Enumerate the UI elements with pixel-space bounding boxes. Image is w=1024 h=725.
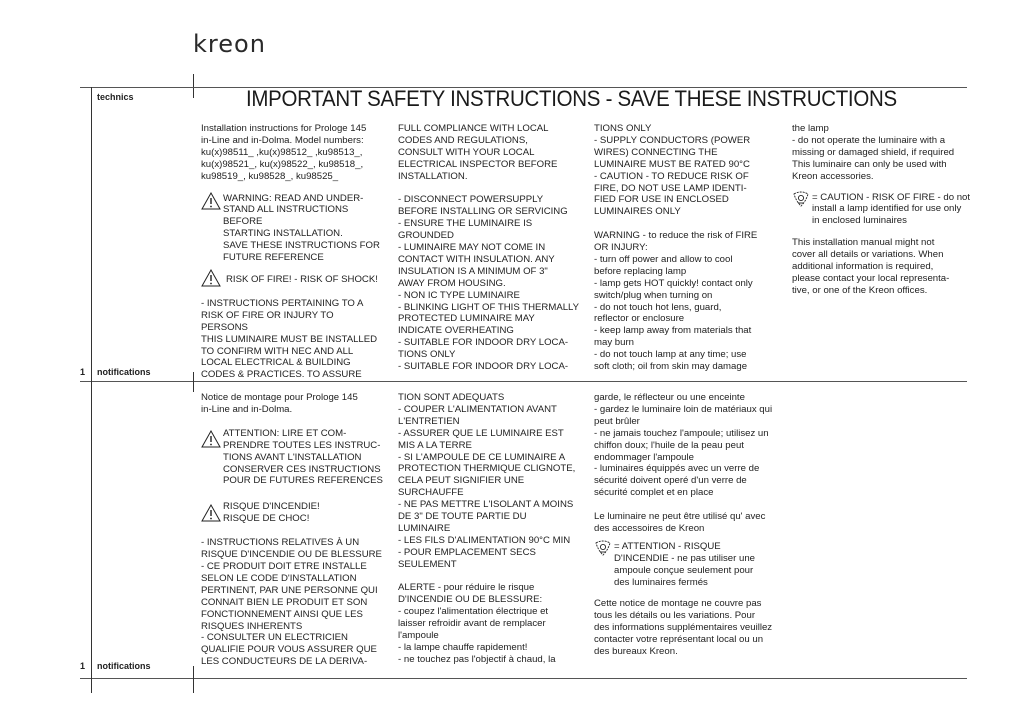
warning-icon bbox=[201, 430, 221, 448]
kreon-logo: kreon bbox=[193, 30, 266, 58]
fire-risk-icon bbox=[594, 540, 612, 556]
en-caution-block bbox=[792, 192, 978, 228]
warning-icon bbox=[201, 504, 221, 522]
fr-safety-list: TION SONT ADEQUATS - COUPER L'ALIMENTATION AVANT L'ENTRETIEN - ASSURER QUE LE LUMINAIRE EST MIS A LA TERRE - SI L'AMPOULE DE CE LUMINAIRE A PROTECTION THERMIQUE CLIGNOTE, CELA PEUT SIGNIFIER UNE SURCHAUFFE - NE PAS METTRE L'ISOLANT A MOINS DE 3" DE TOUTE PARTIE DU LUMINAIRE - LES FILS D'ALIMENTATION 90°C MIN - POUR EMPLACEMENT SECS SEULEMENT bbox=[398, 392, 576, 570]
en-column-3 bbox=[594, 123, 780, 373]
en-warning-list: WARNING - to reduce the risk of FIRE OR INJURY: - turn off power and allow to cool before replacing lamp - lamp gets HOT quickly! contact only switch/plug when turning on - do not touch hot lens, guard, reflector or enclosure - keep lamp away from materials that may burn - do not touch lamp at any time; use soft cloth; oil from skin may damage bbox=[594, 230, 758, 373]
en-risk-block bbox=[201, 274, 387, 286]
top-left-tick bbox=[193, 74, 194, 98]
en-column-1 bbox=[201, 123, 387, 381]
fr-attention-text: ATTENTION: LIRE ET COM- PRENDRE TOUTES LES INSTRUC- TIONS AVANT L'INSTALLATION CONSERVER CES INSTRUCTIONS POUR DE FUTURES REFERENCES bbox=[223, 427, 383, 487]
fr-risk-text: RISQUE D'INCENDIE! RISQUE DE CHOC! bbox=[223, 501, 320, 525]
en-manual-note: This installation manual might not cover all details or variations. When additional information is required, please contact your local representa- tive, or one of the Kreon offices. bbox=[792, 237, 950, 296]
fr-accessories-note: Le luminaire ne peut être utilisé qu' avec des accessoires de Kreon bbox=[594, 511, 766, 534]
en-intro: Installation instructions for Prologe 145 in-Line and in-Dolma. Model numbers: ku(x)98511_ ,ku(x)98512_ ,ku98513_, ku(x)98521_, ku(x)98522_, ku98518_, ku98519_, ku98528_, ku98525_ bbox=[201, 123, 367, 182]
fr-intro: Notice de montage pour Prologe 145 in-Line and in-Dolma. bbox=[201, 392, 358, 415]
en-column-4 bbox=[792, 123, 978, 297]
section-number: 1 bbox=[80, 661, 86, 671]
fire-risk-icon bbox=[792, 191, 810, 207]
left-margin-line bbox=[91, 87, 92, 693]
en-instructions: - INSTRUCTIONS PERTAINING TO A RISK OF FIRE OR INJURY TO PERSONS THIS LUMINAIRE MUST BE INSTALLED TO CONFIRM WITH NEC AND ALL LOCAL ELECTRICAL & BUILDING CODES & PRACTICES. TO ASSURE bbox=[201, 297, 378, 381]
en-warning-text: WARNING: READ AND UNDER- STAND ALL INSTRUCTIONS BEFORE STARTING INSTALLATION. SAVE THESE INSTRUCTIONS FOR FUTURE REFERENCE bbox=[223, 192, 380, 264]
section-number: 1 bbox=[80, 367, 86, 377]
en-lamp-text: the lamp - do not operate the luminaire with a missing or damaged shield, if required This luminaire can only be used with Kreon accessories. bbox=[792, 123, 955, 182]
fr-attention-fire-text: = ATTENTION - RISQUE D'INCENDIE - ne pas utiliser une ampoule conçue seulement pour des luminaires fermés bbox=[614, 540, 755, 588]
en-warning-block bbox=[201, 193, 387, 264]
warning-icon bbox=[201, 192, 221, 210]
fr-instructions: - INSTRUCTIONS RELATIVES À UN RISQUE D'INCENDIE OU DE BLESSURE - CE PRODUIT DOIT ETRE INSTALLE SELON LE CODE D'INSTALLATION PERTINENT, PAR UNE PERSONNE QUI CONNAIT BIEN LE PRODUIT ET SON FONCTIONNEMENT AINSI QUE LES RISQUES INHERENTS - CONSULTER UN ELECTRICIEN QUALIFIE POUR VOUS ASSURER QUE LES CONDUCTEURS DE LA DERIVA- bbox=[201, 537, 382, 668]
page-title: IMPORTANT SAFETY INSTRUCTIONS - SAVE THESE INSTRUCTIONS bbox=[246, 86, 897, 111]
fr-column-2 bbox=[398, 392, 584, 666]
fr-column-3 bbox=[594, 392, 780, 658]
fr-alert-list: ALERTE - pour réduire le risque D'INCENDIE OU DE BLESSURE: - coupez l'alimentation électrique et laisser refroidir avant de remplacer l'ampoule - la lampe chauffe rapidement! - ne touchez pas l'objectif à chaud, la bbox=[398, 582, 556, 665]
bottom-rule bbox=[80, 678, 967, 679]
section-label-notifications: notifications bbox=[97, 367, 151, 377]
fr-column-1 bbox=[201, 392, 387, 668]
en-safety-list: - DISCONNECT POWERSUPPLY BEFORE INSTALLING OR SERVICING - ENSURE THE LUMINAIRE IS GROUNDED - LUMINAIRE MAY NOT COME IN CONTACT WITH INSULATION. ANY INSULATION IS A MINIMUM OF 3" AWAY FROM HOUSING. - NON IC TYPE LUMINAIRE - BLINKING LIGHT OF THIS THERMALLY PROTECTED LUMINAIRE MAY INDICATE OVERHEATING - SUITABLE FOR INDOOR DRY LOCA- TIONS ONLY - SUITABLE FOR INDOOR DRY LOCA- bbox=[398, 194, 580, 373]
col-divider-1 bbox=[193, 372, 194, 392]
warning-icon bbox=[201, 269, 221, 287]
section-label-technics: technics bbox=[97, 92, 134, 102]
en-supply-text: TIONS ONLY - SUPPLY CONDUCTORS (POWER WIRES) CONNECTING THE LUMINAIRE MUST BE RATED 90°C - CAUTION - TO REDUCE RISK OF FIRE, DO NOT USE LAMP IDENTI- FIED FOR USE IN ENCLOSED LUMINAIRES ONLY bbox=[594, 123, 751, 218]
en-risk-text: RISK OF FIRE! - RISK OF SHOCK! bbox=[226, 273, 378, 285]
col-divider-2 bbox=[193, 666, 194, 693]
fr-manual-note: Cette notice de montage ne couvre pas tous les détails ou les variations. Pour des informations supplémentaires veuillez contacter votre représentant local ou un des bureaux Kreon. bbox=[594, 598, 773, 658]
fr-attention-block bbox=[201, 428, 387, 488]
en-compliance-text: FULL COMPLIANCE WITH LOCAL CODES AND REGULATIONS, CONSULT WITH YOUR LOCAL ELECTRICAL INSPECTOR BEFORE INSTALLATION. bbox=[398, 123, 558, 182]
section-label-notifications: notifications bbox=[97, 661, 151, 671]
en-caution-text: = CAUTION - RISK OF FIRE - do not install a lamp identified for use only in enclosed luminaires bbox=[812, 191, 971, 227]
fr-attention-fire-block bbox=[594, 541, 780, 589]
fr-lamp-list: garde, le réflecteur ou une enceinte - gardez le luminaire loin de matériaux qui peut brûler - ne jamais touchez l'ampoule; utilisez un chiffon doux; l'huile de la peau peut endommager l'ampoule - luminaires équippés avec un verre de sécurité doivent operé d'un verre de sécurité complet et en place bbox=[594, 392, 773, 499]
en-column-2 bbox=[398, 123, 584, 373]
fr-risk-block bbox=[201, 501, 387, 525]
